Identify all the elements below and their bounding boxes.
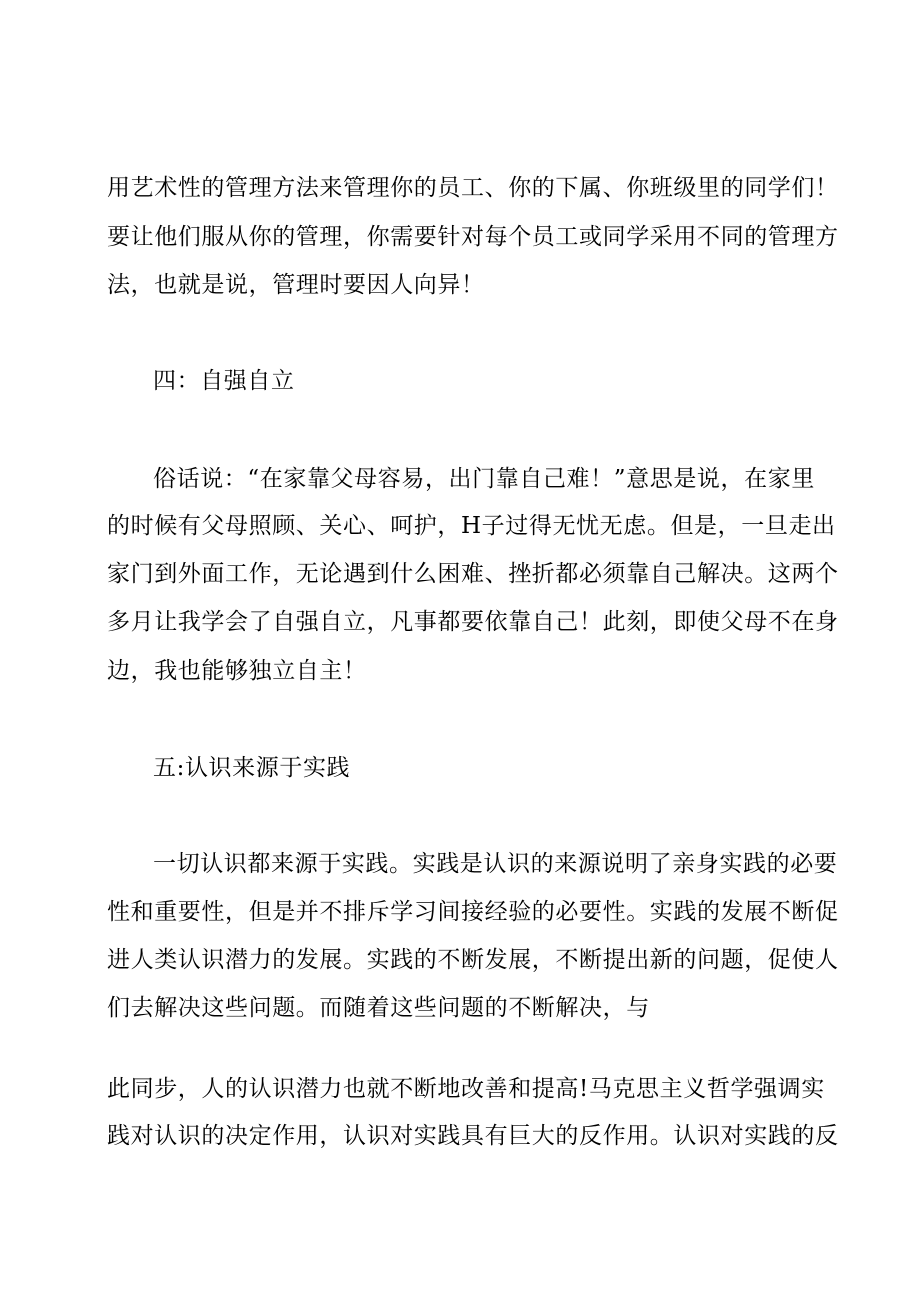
paragraph-3-line-2: 性和重要性，但是并不排斥学习间接经验的必要性。实践的发展不断促: [107, 899, 839, 925]
paragraph-4-line-1: 此同步，人的认识潜力也就不断地改善和提高!马克思主义哲学强调实: [107, 1076, 825, 1102]
paragraph-1-line-3: 法，也就是说，管理时要因人向异！: [107, 272, 485, 298]
paragraph-2-line-2: 的时候有父母照顾、关心、呵护，H子过得无忧无虑。但是，一旦走出: [107, 513, 836, 539]
paragraph-4-line-2: 践对认识的决定作用，认识对实践具有巨大的反作用。认识对实践的反: [107, 1123, 839, 1149]
section-heading-5: 五:认识来源于实践: [153, 755, 351, 781]
paragraph-3-line-4: 们去解决这些问题。而随着这些问题的不断解决，与: [107, 995, 650, 1021]
paragraph-3-line-3: 进人类认识潜力的发展。实践的不断发展，不断提出新的问题，促使人: [107, 947, 839, 973]
paragraph-1-line-2: 要让他们服从你的管理，你需要针对每个员工或同学采用不同的管理方: [107, 224, 839, 250]
paragraph-2-line-3: 家门到外面工作，无论遇到什么困难、挫折都必须靠自己解决。这两个: [107, 561, 839, 587]
paragraph-2-line-1: 俗话说：“在家靠父母容易，出门靠自己难！”意思是说，在家里: [153, 466, 815, 492]
paragraph-2-line-4: 多月让我学会了自强自立，凡事都要依靠自己！此刻，即使父母不在身: [107, 609, 839, 635]
section-heading-4: 四：自强自立: [153, 368, 295, 394]
paragraph-3-line-1: 一切认识都来源于实践。实践是认识的来源说明了亲身实践的必要: [153, 851, 838, 877]
paragraph-1-line-1: 用艺术性的管理方法来管理你的员工、你的下属、你班级里的同学们！: [107, 175, 839, 201]
paragraph-2-line-5: 边，我也能够独立自主！: [107, 658, 367, 684]
